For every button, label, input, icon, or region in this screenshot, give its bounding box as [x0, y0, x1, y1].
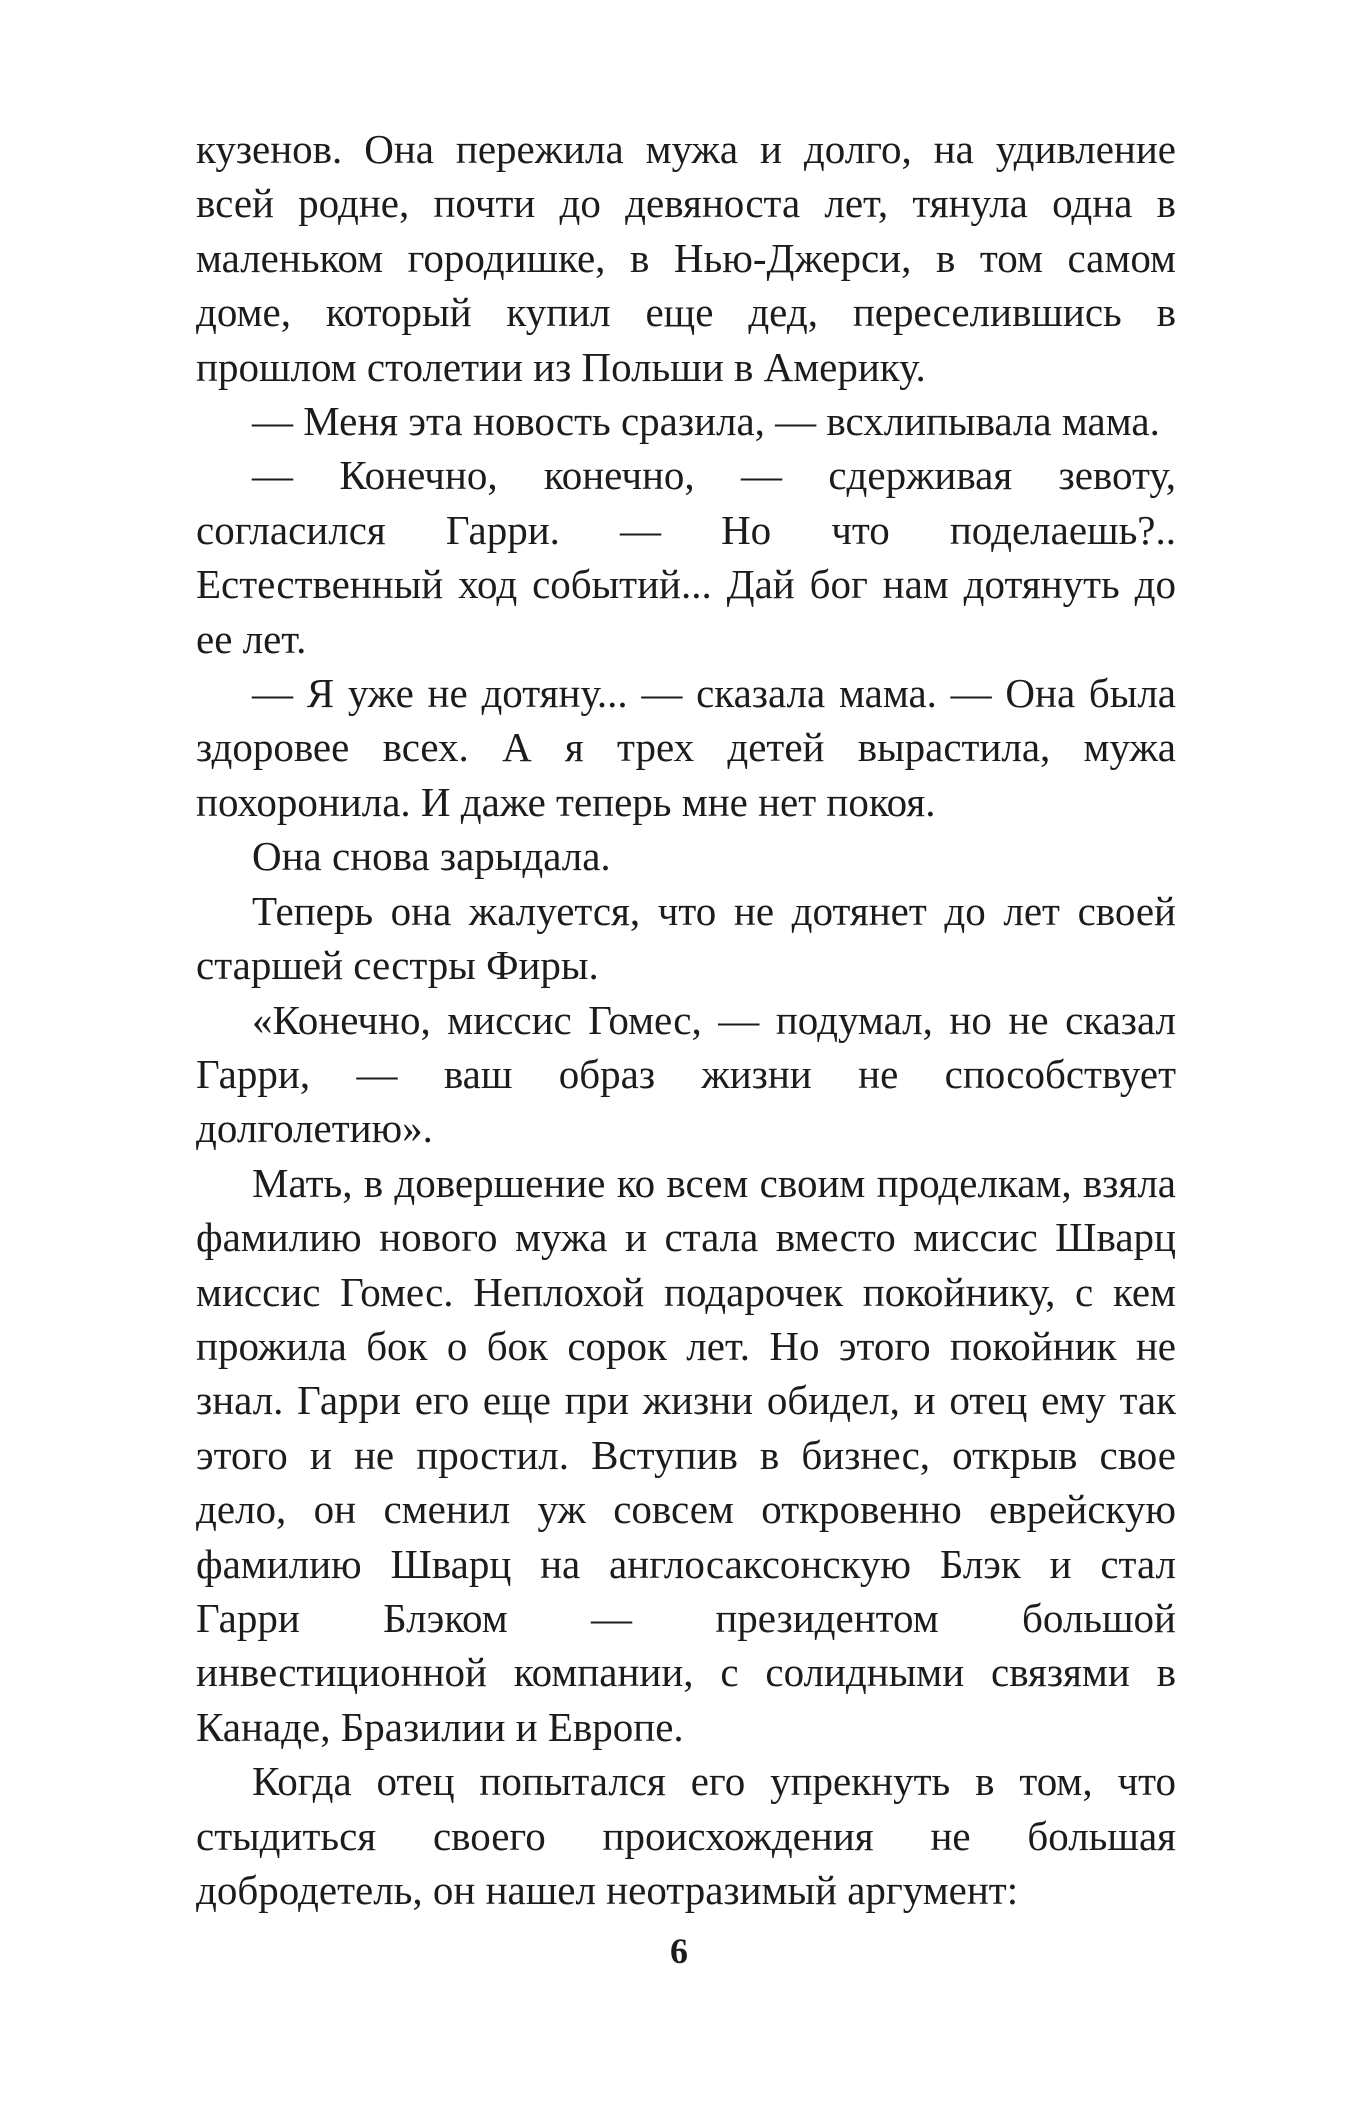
book-page-text: [196, 122, 1176, 1917]
paragraph-4: — Я уже не дотяну... — сказала мама. — Она была здоровее всех. А я трех детей вырастила, мужа похоронила. И даже теперь мне нет покоя.: [196, 670, 1176, 825]
paragraph-2: — Меня эта новость сразила, — всхлипывала мама.: [252, 398, 1160, 445]
paragraph-9: Когда отец попытался его упрекнуть в том, что стыдиться своего происхождения не большая добродетель, он нашел неотразимый аргумент:: [196, 1758, 1176, 1913]
paragraph-3: — Конечно, конечно, — сдерживая зевоту, согласился Гарри. — Но что поделаешь?.. Естественный ход событий... Дай бог нам дотянуть до ее лет.: [196, 452, 1176, 662]
paragraph-5: Она снова зарыдала.: [252, 833, 611, 880]
paragraph-6: Теперь она жалуется, что не дотянет до лет своей старшей сестры Фиры.: [196, 887, 1176, 989]
paragraph-1: кузенов. Она пережила мужа и долго, на удивление всей родне, почти до девяноста лет, тянула одна в маленьком городишке, в Нью-Джерси, в том самом доме, который купил еще дед, переселившись в прошлом столетии из Польши в Америку.: [196, 126, 1176, 390]
page-number: 6: [670, 1931, 688, 1971]
paragraph-8: Мать, в довершение ко всем своим проделкам, взяла фамилию нового мужа и стала вместо миссис Шварц миссис Гомес. Неплохой подарочек покойнику, с кем прожила бок о бок сорок лет. Но этого покойник не знал. Гарри его еще при жизни обидел, и отец ему так этого и не простил. Вступив в бизнес, открыв свое дело, он сменил уж совсем откровенно еврейскую фамилию Шварц на англосаксонскую Блэк и стал Гарри Блэком — президентом большой инвестиционной компании, с солидными связями в Канаде, Бразилии и Европе.: [196, 1159, 1176, 1750]
paragraph-7: «Конечно, миссис Гомес, — подумал, но не сказал Гарри, — ваш образ жизни не способствует долголетию».: [196, 996, 1176, 1152]
